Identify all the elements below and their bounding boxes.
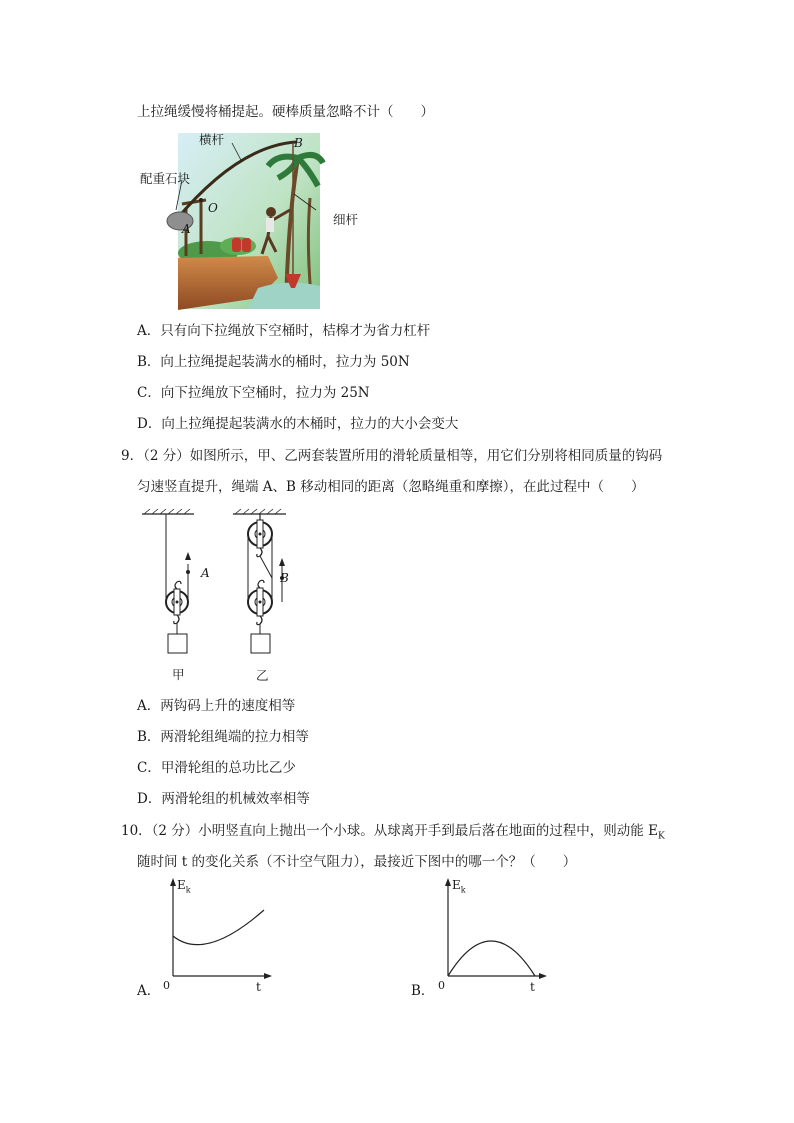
hook-top-yi	[258, 580, 264, 588]
rope-end-a-dot	[186, 570, 190, 574]
ceiling-hatch-jia	[144, 509, 190, 514]
arrow-up-a	[185, 552, 191, 560]
caption-jia: 甲	[172, 667, 185, 682]
q8-stem-tail: 上拉绳缓慢将桶提起。硬棒质量忽略不计（ ）	[137, 104, 434, 120]
jar	[242, 238, 251, 252]
jar	[232, 238, 241, 252]
x-axis-arrow	[539, 973, 547, 979]
label-rope-a: A	[201, 566, 210, 580]
weight-jia	[168, 634, 187, 653]
person-shirt	[266, 218, 274, 232]
label-rope-b: B	[280, 571, 289, 585]
q9-stem-line2: 匀速竖直提升，绳端 A、B 移动相同的距离（忽略绳重和摩擦），在此过程中（ ）	[137, 479, 645, 495]
pulley-system-jia	[142, 509, 194, 653]
q8-shadoof-figure	[138, 128, 328, 312]
hook-bottom-yi	[257, 616, 262, 625]
graph-a-origin: 0	[163, 979, 170, 992]
label-crossbar: 横杆	[199, 132, 225, 147]
q9-option-d: D．两滑轮组的机械效率相等	[137, 791, 310, 807]
rope-diagonal-yi	[260, 556, 272, 578]
q9-pulley-figure	[138, 508, 308, 666]
graph-b-xlabel: t	[530, 980, 535, 994]
graph-b-origin: 0	[438, 979, 445, 992]
ceiling-hatch-yi	[235, 509, 281, 514]
hook-bottom-jia	[174, 615, 179, 624]
curve-a	[173, 910, 264, 945]
curve-b	[448, 941, 535, 976]
hook-top-jia	[175, 581, 181, 589]
q8-option-d: D．向上拉绳提起装满水的木桶时，拉力的大小会变大	[137, 416, 459, 432]
q9-stem-line1: 9．（2 分）如图所示，甲、乙两套装置所用的滑轮质量相等，用它们分别将相同质量的钩码	[121, 448, 663, 464]
caption-yi: 乙	[256, 668, 269, 683]
q10-stem-line2: 随时间 t 的变化关系（不计空气阻力），最接近下图中的哪一个？（ ）	[137, 854, 577, 870]
q9-option-b: B．两滑轮组绳端的拉力相等	[137, 729, 309, 745]
pivot-o-dot	[199, 198, 203, 202]
graph-b-option-label: B．	[411, 983, 435, 999]
person-head	[266, 207, 276, 217]
hook-fixed-yi	[257, 548, 262, 557]
graph-a-ylabel: $E_k$	[177, 878, 191, 895]
label-o: O	[208, 201, 218, 215]
graph-a-option-label: A．	[137, 983, 161, 999]
q8-option-c: C．向下拉绳放下空桶时，拉力为 25N	[137, 385, 370, 401]
arrow-up-b	[279, 558, 285, 566]
label-b: B	[294, 136, 303, 150]
q8-option-b: B．向上拉绳提起装满水的桶时，拉力为 50N	[137, 354, 410, 370]
y-axis-arrow	[445, 878, 451, 886]
q8-option-a: A．只有向下拉绳放下空桶时，桔槔才为省力杠杆	[137, 323, 431, 339]
q9-option-c: C．甲滑轮组的总功比乙少	[137, 760, 296, 776]
label-a: A	[182, 222, 191, 236]
q9-option-a: A．两钩码上升的速度相等	[137, 698, 296, 714]
y-axis-arrow	[170, 878, 176, 886]
graph-a-xlabel: t	[256, 980, 261, 994]
q10-stem-line1: 10．（2 分）小明竖直向上抛出一个小球。从球离开手到最后落在地面的过程中，则动能 $E_K$	[121, 823, 665, 842]
x-axis-arrow	[264, 973, 272, 979]
label-counterweight: 配重石块	[140, 171, 191, 186]
q10-stem-subscript: K	[657, 831, 665, 842]
label-thin-rod: 细杆	[333, 212, 359, 227]
pulley-system-yi	[233, 509, 286, 653]
graph-b-ylabel: $E_k$	[452, 878, 466, 895]
weight-yi	[251, 634, 270, 653]
